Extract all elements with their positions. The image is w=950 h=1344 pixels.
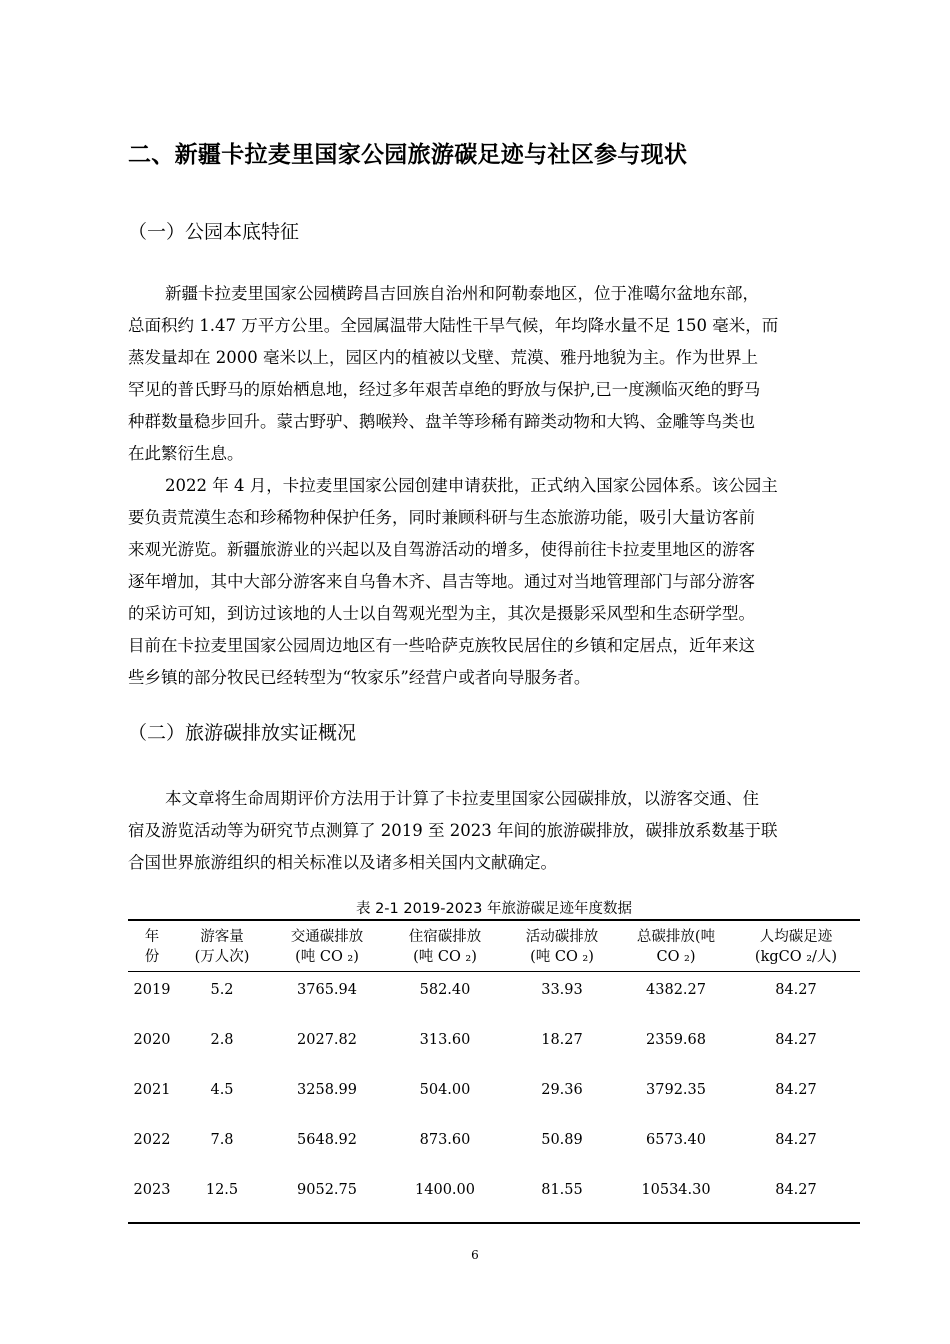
cell-activity: 81.55 [541, 1182, 583, 1198]
text-line: 要负责荒漠生态和珍稀物种保护任务，同时兼顾科研与生态旅游功能，吸引大量访客前 [128, 508, 755, 527]
cell-lodging: 1400.00 [415, 1182, 475, 1198]
header-activity-emission: 活动碳排放 (吨 CO ₂) [525, 929, 599, 965]
section-heading-carbon-overview: （二）旅游碳排放实证概况 [128, 722, 357, 744]
table-row [128, 972, 860, 1023]
cell-year: 2023 [133, 1182, 171, 1198]
text-line: 罕见的普氏野马的原始栖息地，经过多年艰苦卓绝的野放与保护,已一度濒临灭绝的野马 [128, 380, 761, 399]
cell-visitors: 2.8 [210, 1032, 234, 1048]
cell-per-capita: 84.27 [775, 982, 817, 998]
cell-lodging: 873.60 [419, 1132, 471, 1148]
paragraph-park-overview [128, 278, 860, 470]
cell-total: 3792.35 [646, 1082, 706, 1098]
cell-activity: 33.93 [541, 982, 583, 998]
cell-lodging: 504.00 [419, 1082, 471, 1098]
cell-activity: 29.36 [541, 1082, 583, 1098]
chapter-heading: 二、新疆卡拉麦里国家公园旅游碳足迹与社区参与现状 [128, 142, 688, 168]
cell-lodging: 313.60 [419, 1032, 471, 1048]
carbon-footprint-table [128, 919, 860, 1224]
cell-year: 2020 [133, 1032, 171, 1048]
header-total-emission: 总碳排放(吨 CO ₂) [636, 929, 716, 965]
cell-per-capita: 84.27 [775, 1032, 817, 1048]
cell-transport: 3258.99 [297, 1082, 357, 1098]
header-year: 年 份 [144, 929, 160, 965]
text-line: 种群数量稳步回升。蒙古野驴、鹅喉羚、盘羊等珍稀有蹄类动物和大鸨、金雕等鸟类也 [128, 412, 755, 431]
cell-total: 10534.30 [641, 1182, 711, 1198]
cell-transport: 2027.82 [297, 1032, 357, 1048]
text-line: 在此繁衍生息。 [128, 444, 244, 463]
text-line: 总面积约 1.47 万平方公里。全园属温带大陆性干旱气候，年均降水量不足 150 毫米，而 [128, 316, 779, 335]
text-line: 目前在卡拉麦里国家公园周边地区有一些哈萨克族牧民居住的乡镇和定居点，近年来这 [128, 636, 755, 655]
cell-visitors: 4.5 [210, 1082, 234, 1098]
text-line: 逐年增加，其中大部分游客来自乌鲁木齐、昌吉等地。通过对当地管理部门与部分游客 [128, 572, 755, 591]
paragraph-park-establishment [128, 470, 860, 694]
cell-year: 2021 [133, 1082, 171, 1098]
text-line: 蒸发量却在 2000 毫米以上，园区内的植被以戈壁、荒漠、雅丹地貌为主。作为世界上 [128, 348, 758, 367]
cell-lodging: 582.40 [419, 982, 471, 998]
cell-year: 2022 [133, 1132, 171, 1148]
cell-visitors: 5.2 [210, 982, 234, 998]
header-transport-emission: 交通碳排放 (吨 CO ₂) [290, 929, 364, 965]
table-row [128, 1022, 860, 1072]
header-lodging-emission: 住宿碳排放 (吨 CO ₂) [408, 929, 482, 965]
cell-per-capita: 84.27 [775, 1132, 817, 1148]
section-heading-park-features: （一）公园本底特征 [128, 221, 300, 243]
cell-activity: 50.89 [541, 1132, 583, 1148]
cell-activity: 18.27 [541, 1032, 583, 1048]
text-line: 合国世界旅游组织的相关标准以及诸多相关国内文献确定。 [128, 853, 557, 872]
header-visitors: 游客量 (万人次) [194, 929, 250, 965]
cell-transport: 3765.94 [297, 982, 357, 998]
cell-total: 2359.68 [646, 1032, 706, 1048]
cell-visitors: 7.8 [210, 1132, 234, 1148]
cell-transport: 5648.92 [297, 1132, 357, 1148]
header-per-capita-footprint: 人均碳足迹 (kgCO ₂/人) [754, 929, 838, 965]
cell-per-capita: 84.27 [775, 1182, 817, 1198]
text-line: 来观光游览。新疆旅游业的兴起以及自驾游活动的增多，使得前往卡拉麦里地区的游客 [128, 540, 755, 559]
cell-transport: 9052.75 [297, 1182, 357, 1198]
paragraph-carbon-method [128, 783, 860, 879]
table-caption: 表 2-1 2019-2023 年旅游碳足迹年度数据 [355, 901, 633, 917]
text-line: 本文章将生命周期评价方法用于计算了卡拉麦里国家公园碳排放，以游客交通、住 [165, 789, 759, 808]
cell-year: 2019 [133, 982, 171, 998]
table-row [128, 1122, 860, 1172]
text-line: 的采访可知，到访过该地的人士以自驾观光型为主，其次是摄影采风型和生态研学型。 [128, 604, 755, 623]
cell-visitors: 12.5 [205, 1182, 239, 1198]
table-row [128, 1172, 860, 1223]
table-header-row [128, 920, 860, 972]
text-line: 新疆卡拉麦里国家公园横跨昌吉回族自治州和阿勒泰地区，位于准噶尔盆地东部， [165, 284, 759, 303]
cell-total: 6573.40 [646, 1132, 706, 1148]
cell-per-capita: 84.27 [775, 1082, 817, 1098]
text-line: 宿及游览活动等为研究节点测算了 2019 至 2023 年间的旅游碳排放，碳排放系数基于联 [128, 821, 778, 840]
cell-total: 4382.27 [646, 982, 706, 998]
text-line: 2022 年 4 月，卡拉麦里国家公园创建申请获批，正式纳入国家公园体系。该公园主 [165, 476, 778, 495]
table-row [128, 1072, 860, 1122]
text-line: 些乡镇的部分牧民已经转型为“牧家乐”经营户或者向导服务者。 [128, 668, 591, 687]
page-number: 6 [471, 1248, 479, 1262]
